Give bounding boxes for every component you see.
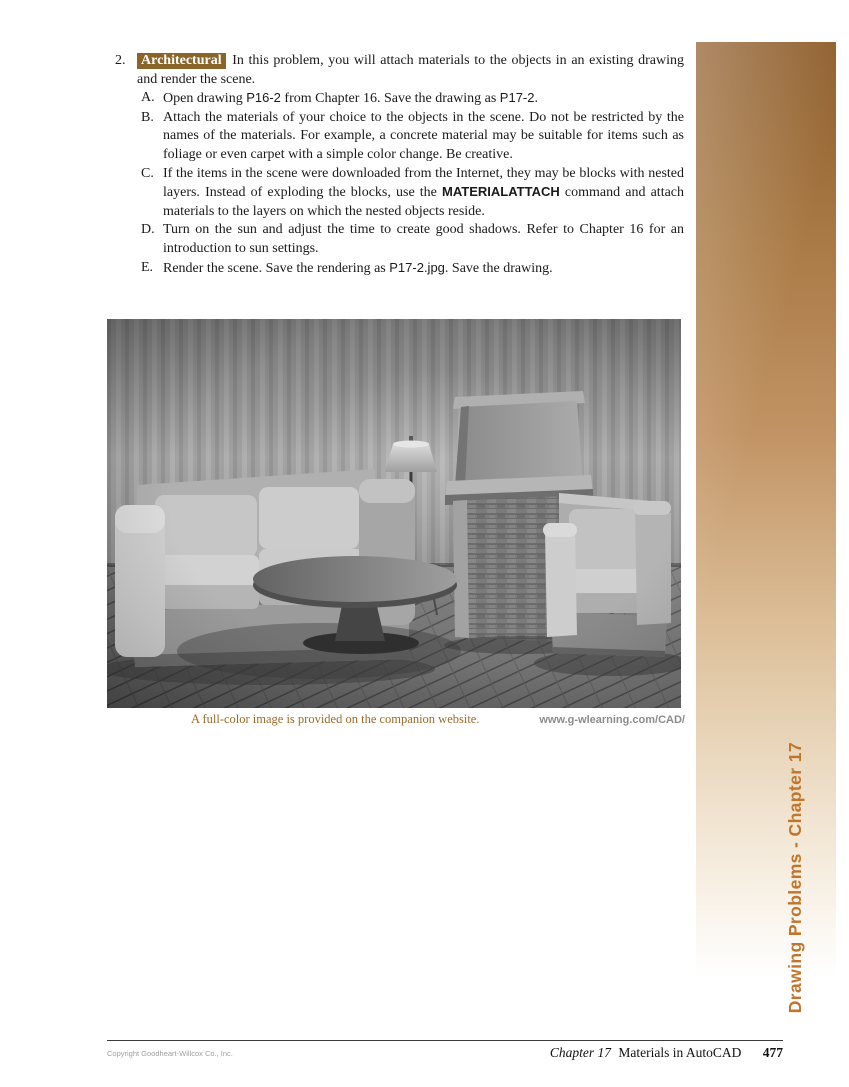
problem-block — [107, 52, 684, 278]
problem-intro — [107, 52, 684, 89]
vignette-overlay — [107, 319, 681, 708]
problem-step-e — [107, 259, 684, 279]
chapter-label: Chapter 17 — [549, 1045, 611, 1060]
step-text — [163, 261, 553, 276]
filename-text: P17-2.jpg — [389, 259, 445, 275]
problem-steps — [107, 89, 684, 278]
step-text — [163, 110, 684, 162]
problem-type-badge: Architectural — [137, 53, 226, 69]
text-segment: If the items in the scene were downloaded from the Internet, they may be blocks with nested layers. Instead of exploding the blocks, use the — [163, 165, 684, 201]
text-segment: from Chapter 16. Save the drawing as — [280, 91, 500, 107]
step-letter: C. — [141, 165, 154, 181]
text-segment: . — [534, 91, 538, 107]
step-letter: E. — [141, 259, 154, 275]
filename-text: P16-2 — [246, 90, 281, 106]
chapter-sidebar-tab — [696, 42, 836, 1027]
problem-step-b — [107, 109, 684, 165]
text-segment: Render the scene. Save the rendering as — [163, 260, 390, 276]
step-letter: B. — [141, 109, 154, 125]
text-segment: Attach the materials of your choice to the objects in the scene. Do not be restricted by the names of the materials. For example, a concrete material may be suitable for items such as foliage or even carpet with a simple color change. Be creative. — [163, 109, 684, 162]
figure-caption: A full-color image is provided on the companion website. — [191, 712, 480, 726]
section-title: Materials in AutoCAD — [618, 1045, 742, 1060]
step-text — [163, 91, 538, 106]
text-segment: Open drawing — [163, 91, 247, 107]
command-text: MATERIALATTACH — [442, 184, 560, 200]
step-letter: A. — [141, 90, 155, 106]
text-segment: . Save the drawing. — [444, 260, 553, 276]
text-segment: Turn on the sun and adjust the time to create good shadows. Refer to Chapter 16 for an introduction to sun settings. — [163, 222, 684, 256]
step-letter: D. — [141, 222, 155, 238]
copyright-text: Copyright Goodheart-Willcox Co., Inc. — [107, 1049, 233, 1058]
page-number: 477 — [762, 1045, 783, 1060]
problem-step-d — [107, 221, 684, 258]
rendered-scene-image — [107, 319, 681, 708]
footer-rule — [107, 1040, 783, 1041]
sidebar-tab-label: Drawing Problems - Chapter 17 — [785, 741, 805, 1013]
companion-website-url: www.g-wlearning.com/CAD/ — [539, 714, 685, 726]
text-segment: command and attach materials to the layers on which the nested objects reside. — [163, 185, 685, 219]
problem-step-c — [107, 165, 684, 222]
filename-text: P17-2 — [499, 90, 535, 106]
problem-number: 2. — [115, 53, 126, 68]
step-text — [163, 166, 684, 219]
problem-step-a — [107, 89, 684, 109]
scene-svg — [107, 319, 681, 708]
problem-intro-text: In this problem, you will attach materials to the objects in an existing drawing and render the scene. — [137, 53, 685, 87]
footer-chapter-info — [550, 1045, 783, 1061]
step-text — [163, 222, 684, 256]
figure-caption-row — [107, 712, 685, 730]
